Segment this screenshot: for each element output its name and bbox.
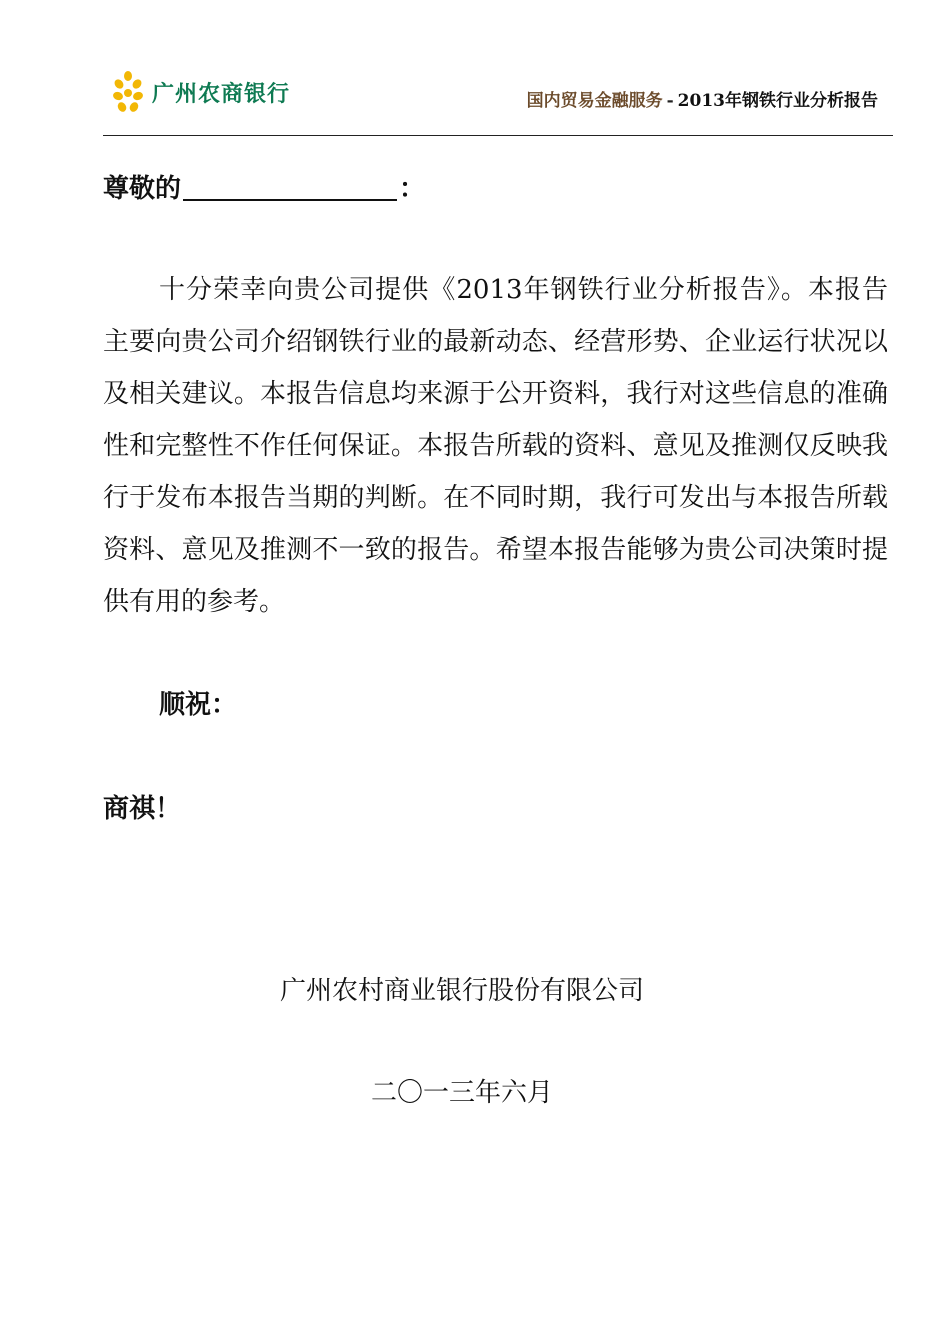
letter-date: 二〇一三年六月 <box>370 1078 553 1108</box>
header-divider <box>103 135 893 136</box>
letter-paragraph: 十分荣幸向贵公司提供《2013年钢铁行业分析报告》。本报告主要向贵公司介绍钢铁行业的最新动态、经营形势、企业运行状况以及相关建议。本报告信息均来源于公开资料，我行对这些信息的准确性和完整性不作任何保证。本报告所载的资料、意见及推测仅反映我行于发布本报告当期的判断。在不同时期，我行可发出与本报告所载资料、意见及推测不一致的报告。希望本报告能够为贵公司决策时提供有用的参考。 <box>103 275 888 617</box>
salutation: 尊敬的 <box>103 174 182 204</box>
report-header-title <box>527 86 878 111</box>
report-label: 2013年钢铁行业分析报告 <box>677 91 878 111</box>
service-label: 国内贸易金融服务 <box>526 91 663 111</box>
recipient-blank <box>183 171 397 201</box>
grain-logo-icon <box>112 70 144 114</box>
salutation-colon: ： <box>399 174 426 204</box>
salutation-line <box>103 168 425 205</box>
closing-wish: 商祺！ <box>103 794 182 824</box>
closing-phrase: 顺祝： <box>159 690 238 720</box>
bank-logo <box>112 70 290 114</box>
bank-name: 广州农商银行 <box>152 81 291 107</box>
page-header <box>0 0 950 140</box>
header-separator: - <box>666 91 674 111</box>
signature: 广州农村商业银行股份有限公司 <box>279 976 644 1006</box>
